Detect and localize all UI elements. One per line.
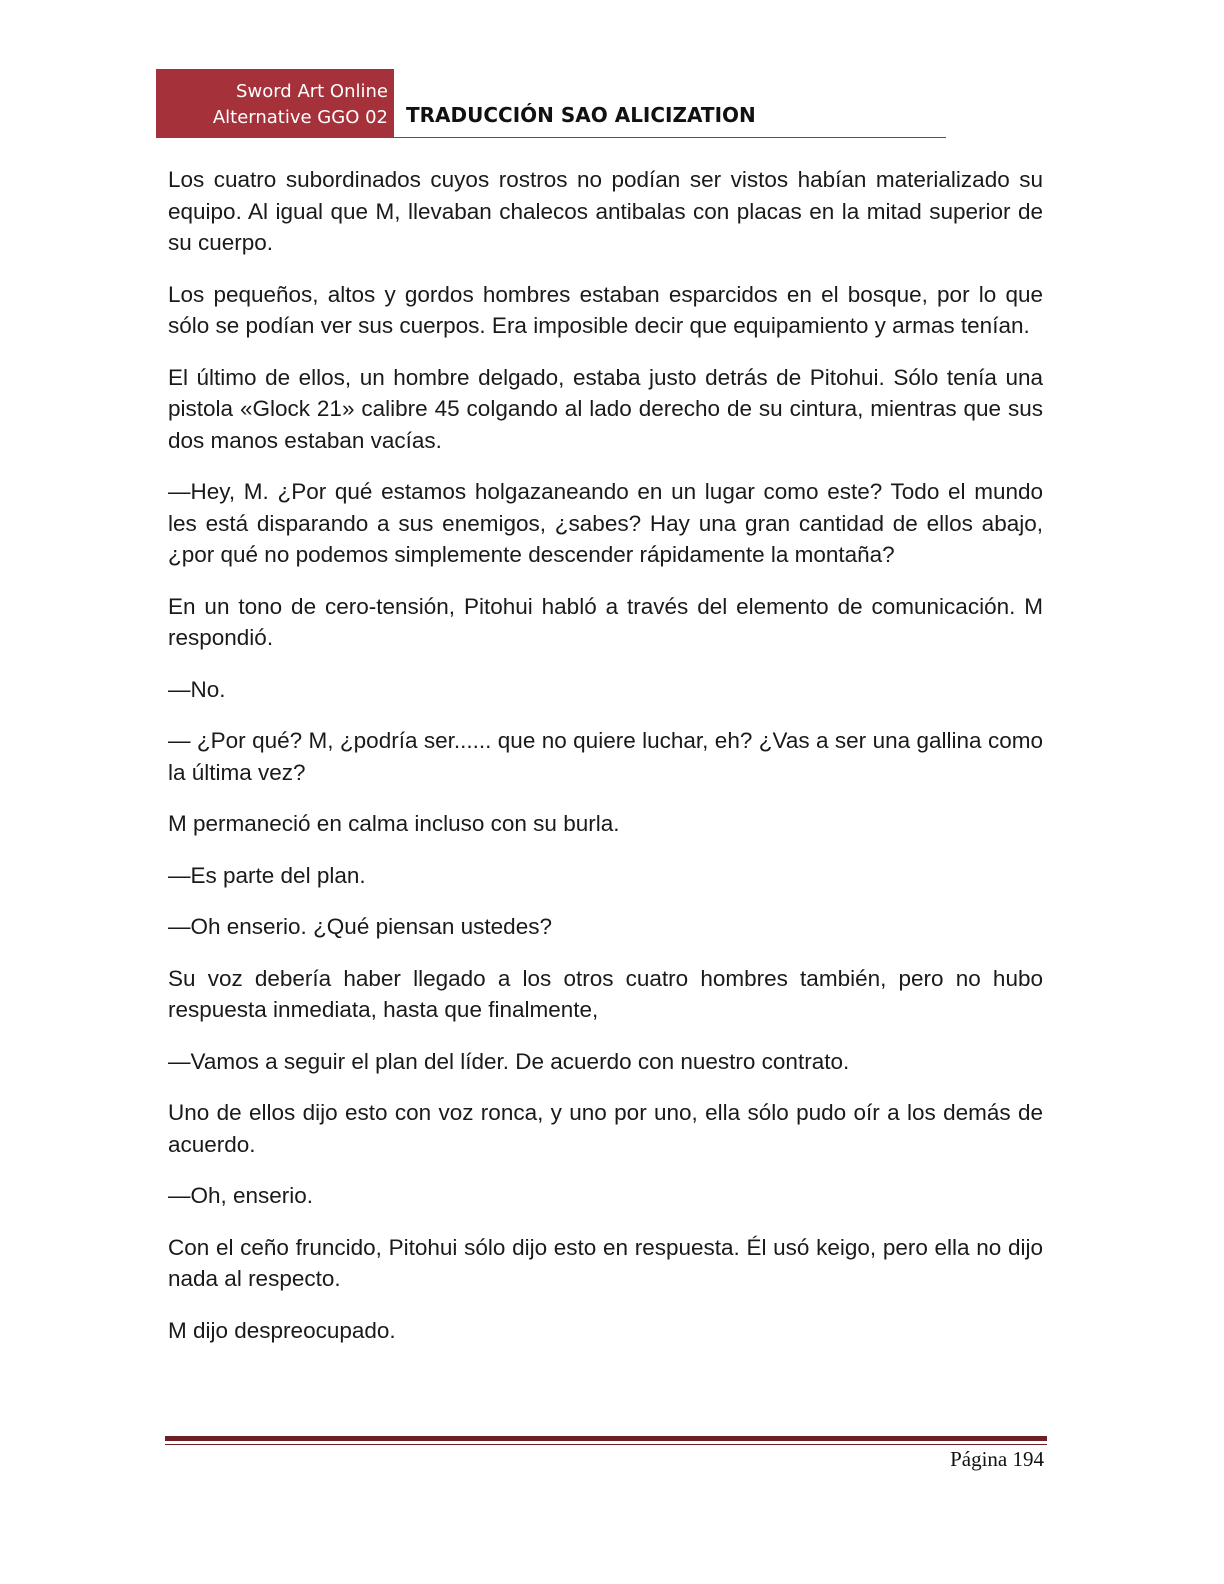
series-title-line1: Sword Art Online bbox=[236, 81, 388, 102]
paragraph: —Vamos a seguir el plan del líder. De acuerdo con nuestro contrato. bbox=[168, 1048, 850, 1074]
series-tab bbox=[156, 69, 394, 137]
footer-divider-thin bbox=[165, 1444, 1047, 1445]
page-number: Página 194 bbox=[950, 1447, 1044, 1471]
paragraph: —Es parte del plan. bbox=[168, 862, 366, 888]
paragraph: Con el ceño fruncido, Pitohui sólo dijo esto en respuesta. Él usó keigo, pero ella no dijo nada al respecto. bbox=[168, 1234, 1043, 1291]
paragraph: Uno de ellos dijo esto con voz ronca, y uno por uno, ella sólo pudo oír a los demás de acuerdo. bbox=[168, 1100, 1043, 1157]
paragraph: Los pequeños, altos y gordos hombres estaban esparcidos en el bosque, por lo que sólo se podían ver sus cuerpos. Era imposible decir que equipamiento y armas tenían. bbox=[168, 281, 1043, 338]
paragraph: — ¿Por qué? M, ¿podría ser...... que no quiere luchar, eh? ¿Vas a ser una gallina como la última vez? bbox=[168, 728, 1043, 785]
body-text bbox=[168, 164, 1043, 1366]
page-header bbox=[156, 69, 946, 139]
paragraph: En un tono de cero-tensión, Pitohui habló a través del elemento de comunicación. M respondió. bbox=[168, 593, 1043, 650]
paragraph: M permaneció en calma incluso con su burla. bbox=[168, 811, 620, 836]
paragraph: —Oh, enserio. bbox=[168, 1183, 314, 1208]
header-title: TRADUCCIÓN SAO ALICIZATION bbox=[406, 103, 756, 127]
paragraph: Su voz debería haber llegado a los otros cuatro hombres también, pero no hubo respuesta inmediata, hasta que finalmente, bbox=[168, 965, 1043, 1022]
paragraph: M dijo despreocupado. bbox=[168, 1317, 396, 1343]
paragraph: —No. bbox=[168, 676, 226, 702]
series-title-line2: Alternative GGO 02 bbox=[212, 107, 388, 128]
header-divider bbox=[156, 137, 946, 138]
paragraph: —Hey, M. ¿Por qué estamos holgazaneando en un lugar como este? Todo el mundo les está disparando a sus enemigos, ¿sabes? Hay una gran cantidad de ellos abajo, ¿por qué no podemos simplemente descender rápidamente la montaña? bbox=[168, 479, 1043, 567]
paragraph: —Oh enserio. ¿Qué piensan ustedes? bbox=[168, 914, 552, 939]
footer-divider-thick bbox=[165, 1436, 1047, 1441]
paragraph: El último de ellos, un hombre delgado, estaba justo detrás de Pitohui. Sólo tenía una pistola «Glock 21» calibre 45 colgando al lado derecho de su cintura, mientras que sus dos manos estaban vacías. bbox=[168, 364, 1043, 453]
paragraph: Los cuatro subordinados cuyos rostros no podían ser vistos habían materializado su equipo. Al igual que M, llevaban chalecos antibalas con placas en la mitad superior de su cuerpo. bbox=[168, 167, 1043, 255]
